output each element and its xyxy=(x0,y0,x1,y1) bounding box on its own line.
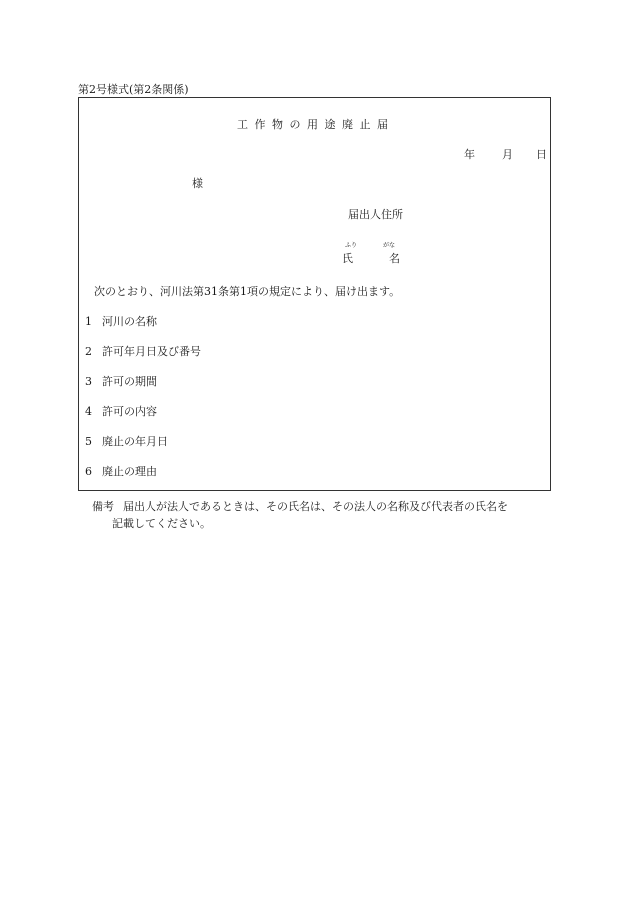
item-number: 1 xyxy=(85,315,92,328)
item-river-name xyxy=(85,313,157,329)
remarks-heading: 備考 xyxy=(92,500,114,513)
furigana-label-1: ふり xyxy=(345,242,358,249)
item-label: 許可年月日及び番号 xyxy=(102,345,201,358)
item-permit-period xyxy=(85,373,157,389)
item-label: 廃止の年月日 xyxy=(102,435,168,448)
form-number-label: 第2号様式(第2条関係) xyxy=(78,83,189,96)
addressee-suffix: 様 xyxy=(192,177,203,190)
item-label: 廃止の理由 xyxy=(102,465,157,478)
item-label: 河川の名称 xyxy=(102,315,157,328)
date-month-label: 月 xyxy=(502,148,513,161)
item-number: 2 xyxy=(85,345,92,358)
statement-text: 次のとおり、河川法第31条第1項の規定により、届け出ます。 xyxy=(94,285,401,298)
item-permit-content xyxy=(85,403,157,419)
item-number: 5 xyxy=(85,435,92,448)
remarks-text-1: 届出人が法人であるときは、その氏名は、その法人の名称及び代表者の氏名を xyxy=(123,500,508,513)
item-number: 3 xyxy=(85,375,92,388)
item-permit-date-number xyxy=(85,343,201,359)
remarks-line-1 xyxy=(92,498,508,514)
form-title: 工作物の用途廃止届 xyxy=(237,118,395,131)
item-abolition-date xyxy=(85,433,168,449)
item-number: 4 xyxy=(85,405,92,418)
item-abolition-reason xyxy=(85,463,157,479)
item-number: 6 xyxy=(85,465,92,478)
name-label-2: 名 xyxy=(389,252,400,265)
date-year-label: 年 xyxy=(464,148,475,161)
furigana-label-2: がな xyxy=(383,242,396,249)
applicant-address-label: 届出人住所 xyxy=(348,208,403,221)
item-label: 許可の内容 xyxy=(102,405,157,418)
name-label-1: 氏 xyxy=(342,252,353,265)
item-label: 許可の期間 xyxy=(102,375,157,388)
remarks-line-2: 記載してください。 xyxy=(112,517,211,530)
date-day-label: 日 xyxy=(536,148,547,161)
